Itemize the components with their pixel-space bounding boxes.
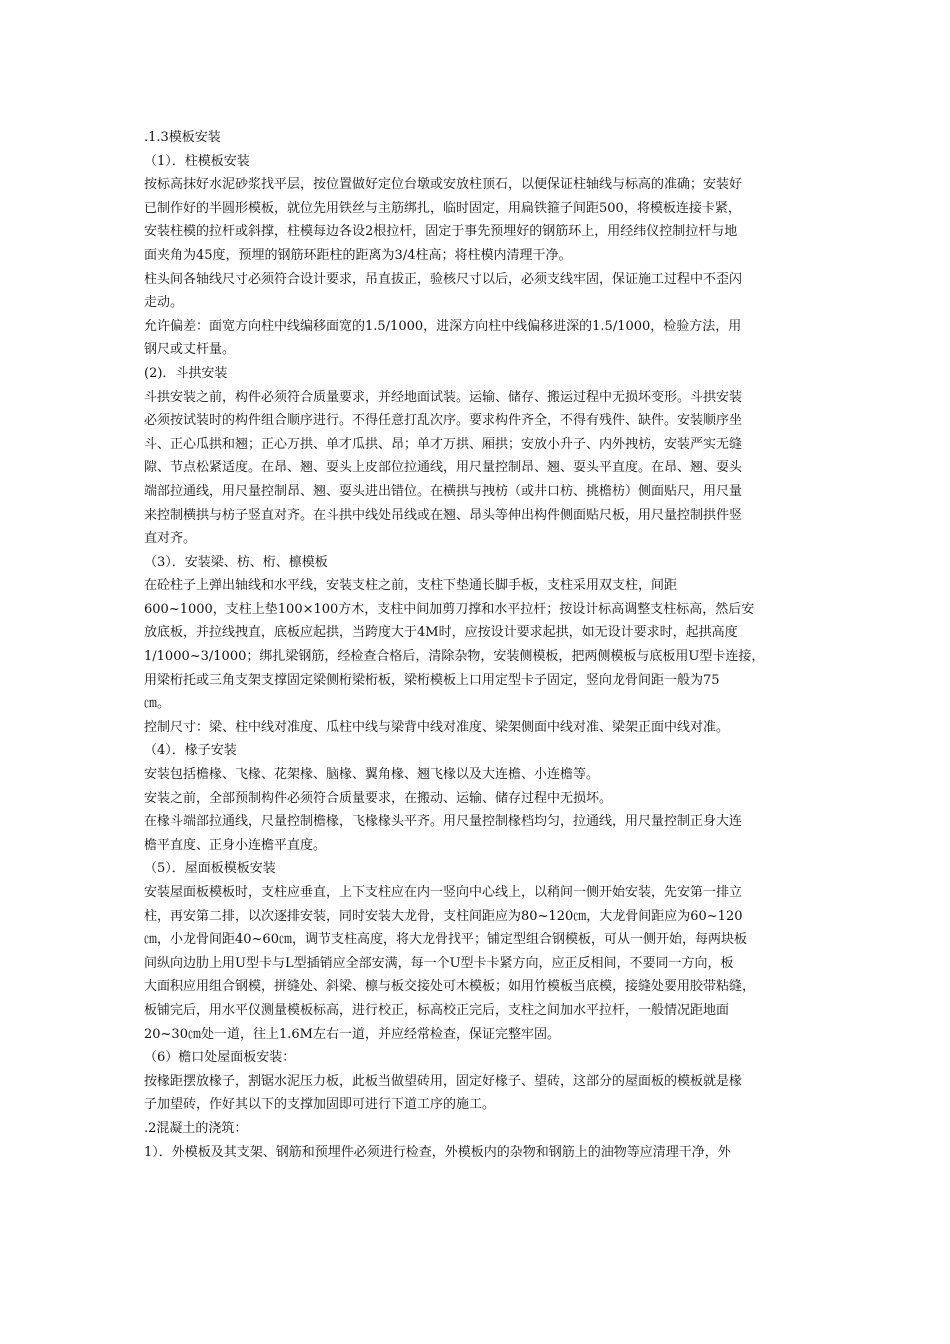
text-line: 已制作好的半圆形模板，就位先用铁丝与主筋绑扎，临时固定，用扁铁箍子间距500，将模板连接卡紧，	[144, 200, 741, 216]
text-line: 在砼柱子上弹出轴线和水平线，安装支柱之前，支柱下垫通长脚手板，支柱采用双支柱，间距	[144, 578, 678, 594]
text-line: 20~30㎝处一道，往上1.6M左右一道，并应经常检查，保证完整牢固。	[144, 1026, 560, 1042]
text-line: 直对齐。	[144, 531, 197, 547]
text-line: 用梁桁托或三角支架支撑固定梁侧桁梁桁板，梁桁模板上口用定型卡子固定，竖向龙骨间距一般为75	[144, 672, 720, 688]
text-line: 安装包括檐椽、飞椽、花架椽、脑椽、翼角椽、翘飞椽以及大连檐、小连檐等。	[144, 767, 600, 783]
text-line: 1）．外模板及其支架、钢筋和预埋件必须进行检查，外模板内的杂物和钢筋上的油物等应清理干净，外	[144, 1144, 731, 1160]
text-line: 柱头间各轴线尺寸必须符合设计要求，吊直拔正，验核尺寸以后，必须支线牢固，保证施工过程中不歪闪	[144, 271, 743, 287]
text-line: 柱，再安第二排，以次逐排安装，同时安装大龙骨，支柱间距应为80~120㎝，大龙骨间距应为60~120	[144, 908, 743, 924]
text-line: （3）．安装梁、枋、桁、檩模板	[144, 554, 328, 570]
text-line: .2混凝土的浇筑：	[144, 1120, 248, 1136]
text-line: 安装屋面板模板时，支柱应垂直，上下支柱应在内一竖向中心线上，以稍间一侧开始安装，先安第一排立	[144, 885, 743, 900]
text-line: 斗拱安装之前，构件必须符合质量要求，并经地面试装。运输、储存、搬运过程中无损坏变形。斗拱安装	[144, 389, 743, 405]
text-line: 钢尺或丈杆量。	[144, 342, 236, 358]
text-line: 间纵向边肋上用U型卡与L型插销应全部安满，每一个U型卡卡紧方向，应正反相间，不要同一方向，板	[144, 955, 734, 971]
text-line: ㎝，小龙骨间距40~60㎝，调节支柱高度，将大龙骨找平；铺定型组合钢模板，可从一侧开始，每两块板	[144, 932, 747, 948]
text-line: 檐平直度、正身小连檐平直度。	[144, 837, 327, 853]
text-line: 板铺完后，用水平仪测量模板标高，进行校正，标高校正完后，支柱之间加水平拉杆，一般情况距地面	[144, 1002, 730, 1018]
text-line: 必须按试装时的构件组合顺序进行。不得任意打乱次序。要求构件齐全，不得有残件、缺件。安装顺序坐	[144, 413, 743, 429]
text-line: （4）．椽子安装	[144, 743, 237, 759]
text-line: 斗、正心瓜拱和翘；正心万拱、单才瓜拱、昂；单才万拱、厢拱；安放小升子、内外拽枋，安装严实无缝	[144, 436, 743, 452]
text-line: 放底板，并拉线拽直，底板应起拱，当跨度大于4M时，应按设计要求起拱，如无设计要求时，起拱高度	[144, 625, 738, 641]
text-line: 面夹角为45度，预埋的钢筋环距柱的距离为3/4柱高；将柱模内清理干净。	[144, 247, 572, 263]
text-line: 安装柱模的拉杆或斜撑，柱模每边各设2根拉杆，固定于事先预埋好的钢筋环上，用经纬仪控制拉杆与地	[144, 224, 738, 240]
text-line: 控制尺寸：梁、柱中线对准度、瓜柱中线与梁背中线对准度、梁架侧面中线对准、梁架正面中线对准。	[144, 719, 730, 735]
text-line: （5）．屋面板模板安装	[144, 861, 276, 877]
text-line: （6）檐口处屋面板安装：	[144, 1050, 296, 1066]
text-line: 走动。	[144, 295, 184, 311]
text-line: ㎝。	[144, 696, 171, 712]
text-line: 按标高抹好水泥砂浆找平层，按位置做好定位台墩或安放柱顶石，以便保证柱轴线与标高的准确；安装好	[144, 177, 743, 193]
text-line: 1/1000~3/1000；绑扎梁钢筋，经检查合格后，清除杂物，安装侧模板，把两侧模板与底板用U型卡连接，	[144, 649, 765, 665]
text-line: 在椽斗端部拉通线，尺量控制檐椽，飞椽椽头平齐。用尺量控制椽档均匀，拉通线，用尺量控制正身大连	[144, 814, 743, 830]
text-line: 按椽距摆放椽子，割锯水泥压力板，此板当做望砖用，固定好椽子、望砖，这部分的屋面板的模板就是椽	[144, 1073, 743, 1089]
text-line: 端部拉通线，用尺量控制昂、翘、耍头进出错位。在横拱与拽枋（或井口枋、挑檐枋）侧面贴尺，用尺量	[144, 483, 743, 499]
text-line: 来控制横拱与枋子竖直对齐。在斗拱中线处吊线或在翘、昂头等伸出构件侧面贴尺板，用尺量控制拱件竖	[144, 507, 743, 523]
text-line: 允许偏差：面宽方向柱中线编移面宽的1.5/1000，进深方向柱中线偏移进深的1.5/1000，检验方法，用	[144, 318, 742, 334]
text-line: 子加望砖，作好其以下的支撑加固即可进行下道工序的施工。	[144, 1097, 496, 1113]
text-line: 隙、节点松紧适度。在昂、翘、耍头上皮部位拉通线，用尺量控制昂、翘、耍头平直度。在昂、翘、耍头	[144, 460, 743, 476]
text-line: 大面积应用组合钢模，拼缝处、斜梁、檩与板交接处可木模板；如用竹模板当底模，接缝处要用胶带粘缝，	[144, 979, 756, 995]
text-line: （1）．柱模板安装	[144, 153, 250, 169]
text-line: .1.3模板安装	[144, 130, 221, 145]
text-line: 安装之前，全部预制构件必须符合质量要求，在搬动、运输、储存过程中无损坏。	[144, 790, 613, 806]
text-line: (2)．斗拱安装	[144, 365, 228, 381]
document-body	[144, 126, 814, 1164]
text-line: 600~1000，支柱上垫100×100方木，支柱中间加剪刀撑和水平拉杆；按设计标高调整支柱标高，然后安	[144, 601, 755, 617]
